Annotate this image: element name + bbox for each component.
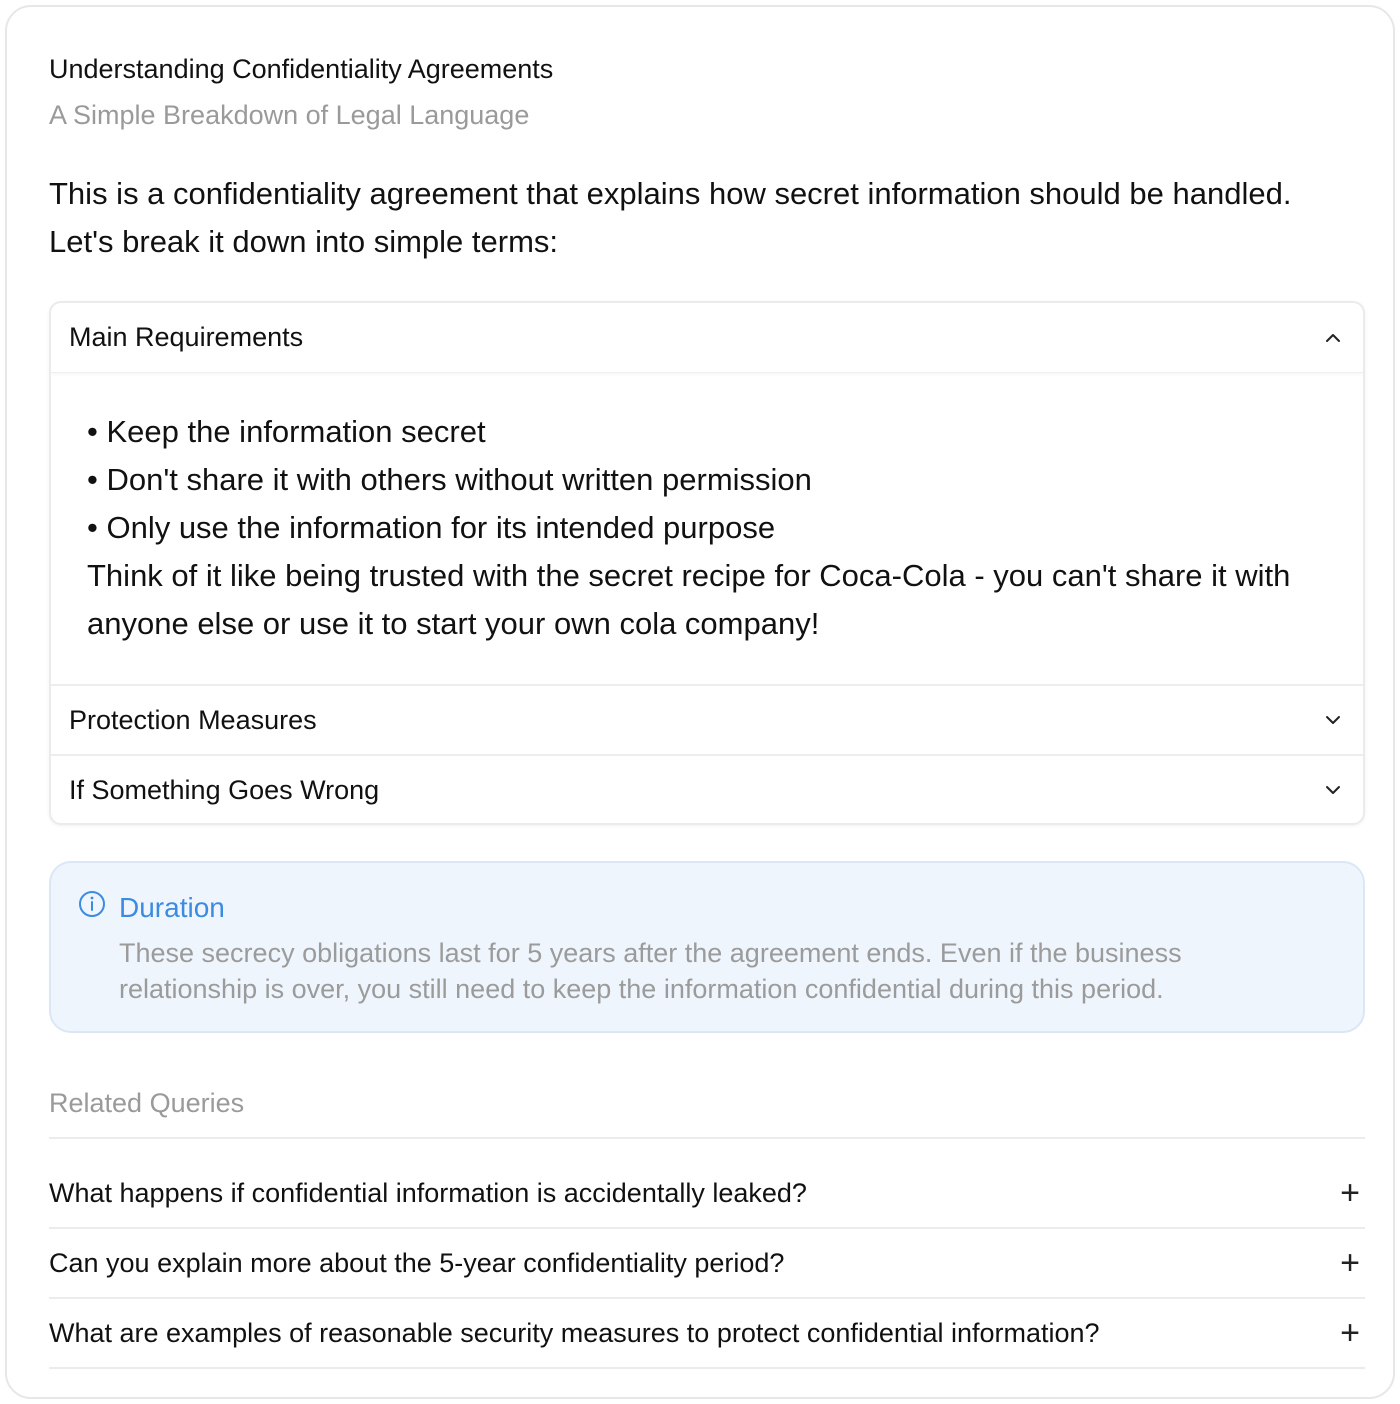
plus-icon[interactable]: + bbox=[1340, 1174, 1360, 1212]
plus-icon[interactable]: + bbox=[1340, 1244, 1360, 1282]
accordion-header-main-requirements[interactable] bbox=[51, 303, 1363, 373]
chevron-down-icon bbox=[1321, 778, 1345, 802]
accordion bbox=[49, 301, 1365, 825]
related-query-text: What are examples of reasonable security measures to protect confidential information? bbox=[49, 1317, 1100, 1348]
related-query-item[interactable] bbox=[49, 1229, 1365, 1299]
chevron-up-icon bbox=[1321, 326, 1345, 350]
accordion-title: If Something Goes Wrong bbox=[69, 774, 380, 805]
page-subtitle: A Simple Breakdown of Legal Language bbox=[49, 100, 530, 130]
accordion-header-protection-measures[interactable] bbox=[51, 684, 1363, 754]
divider bbox=[49, 1137, 1365, 1139]
accordion-panel-main-requirements bbox=[87, 408, 1327, 648]
callout-title: Duration bbox=[119, 892, 225, 923]
analogy-paragraph: Think of it like being trusted with the secret recipe for Coca-Cola - you can't share it with anyone else or use it to start your own cola company! bbox=[87, 558, 1291, 641]
intro-line-2: Let's break it down into simple terms: bbox=[49, 224, 559, 259]
plus-icon[interactable]: + bbox=[1340, 1314, 1360, 1352]
related-query-item[interactable] bbox=[49, 1299, 1365, 1369]
accordion-title: Protection Measures bbox=[69, 704, 317, 735]
related-query-text: Can you explain more about the 5-year confidentiality period? bbox=[49, 1247, 785, 1278]
content-card bbox=[5, 5, 1395, 1399]
accordion-title: Main Requirements bbox=[69, 322, 304, 352]
accordion-header-if-something-goes-wrong[interactable] bbox=[51, 754, 1363, 824]
chevron-down-icon bbox=[1321, 708, 1345, 732]
callout-text: These secrecy obligations last for 5 years after the agreement ends. Even if the business relationship is over, you still need to keep the information confidential during this period. bbox=[119, 938, 1182, 1004]
duration-callout bbox=[49, 861, 1365, 1033]
info-icon bbox=[77, 889, 107, 919]
list-item: • Don't share it with others without written permission bbox=[87, 462, 812, 497]
related-queries-label: Related Queries bbox=[49, 1088, 245, 1118]
related-query-text: What happens if confidential information is accidentally leaked? bbox=[49, 1177, 807, 1208]
intro-text bbox=[49, 170, 1369, 266]
intro-line-1: This is a confidentiality agreement that explains how secret information should be handled. bbox=[49, 176, 1292, 211]
page-title: Understanding Confidentiality Agreements bbox=[49, 54, 554, 84]
list-item: • Only use the information for its intended purpose bbox=[87, 510, 776, 545]
related-query-item[interactable] bbox=[49, 1159, 1365, 1229]
list-item: • Keep the information secret bbox=[87, 414, 486, 449]
